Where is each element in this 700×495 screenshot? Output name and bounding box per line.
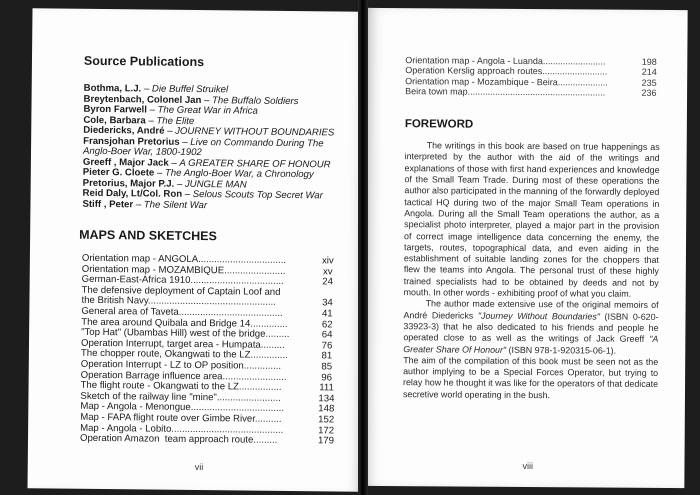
toc-entry-page: xv bbox=[322, 265, 333, 278]
toc-entry-page: 41 bbox=[321, 308, 333, 320]
toc-entry-text: Map - Angola - Menongue................................... bbox=[80, 401, 285, 415]
source-author: Byron Farwell bbox=[83, 103, 147, 116]
toc-entry-page: 24 bbox=[322, 276, 334, 288]
source-separator: – bbox=[154, 167, 165, 179]
source-separator: – bbox=[168, 157, 180, 169]
source-title: A GREATER SHARE OF HONOUR bbox=[179, 157, 331, 170]
source-publications-heading: Source Publications bbox=[83, 53, 205, 70]
maps-list-continued bbox=[405, 55, 660, 98]
p2-text-c: (ISBN 0-620-33923-3) that he also dedicated to his friends and people he operated close to as well as the writings of Jack Greeff bbox=[403, 311, 659, 345]
toc-entry-page: 148 bbox=[318, 403, 335, 415]
toc-entry-text: The flight route - Okangwati to the LZ................ bbox=[80, 379, 282, 394]
source-title: The Buffalo Soldiers bbox=[212, 94, 299, 107]
toc-entry-text: The defensive deployment of Captain Loof and bbox=[81, 284, 281, 298]
source-author: Pretorius, Major P.J. bbox=[82, 177, 175, 190]
p2-title-greater-share: "A Greater Share Of Honour" bbox=[403, 334, 659, 355]
toc-entry-text: General area of Taveta....................................... bbox=[81, 305, 283, 319]
foreword-paragraph-1: The writings in this book are based on true happenings as interpreted by the author with the aid of the writings and explanations of those with first hand experiences and knowledge of the Small Team Trade. During most of these operations the author also participated in the manning of the forwardly deployed tactical HQ during two of the major Small Team operations in Angola. During all the Small Team operations the author, as a specialist photo interpreter, played a major part in the provision of correct image intelligence data concerning the enemy, the targets, routes, topographical data, and even aiding in the establishment of suitable landing zones for the choppers that flew the teams into Angola. The personal trust of these highly trained specialists had to be obtained by deeds and not by mouth. In other words - exhibiting proof of what you claim. bbox=[403, 140, 660, 299]
toc-entry-text: The chopper route, Okangwati to the LZ.............. bbox=[80, 348, 288, 362]
source-title: Selous Scouts Top Secret War bbox=[192, 188, 323, 202]
p2-text-e: (ISBN 978-1-920315-06-1). bbox=[506, 344, 617, 356]
maps-list bbox=[80, 254, 342, 447]
toc-entry-text: "Top Hat" (Ubambas Hill) west of the bridge......... bbox=[81, 326, 290, 341]
right-page bbox=[362, 8, 687, 488]
source-author: Bothma, L.J. bbox=[83, 82, 142, 95]
toc-entry-page: 198 bbox=[641, 56, 657, 67]
toc-entry-text: Beira town map....................................................... bbox=[405, 86, 606, 98]
toc-entry-page: 179 bbox=[317, 435, 335, 447]
source-separator: – bbox=[164, 125, 176, 137]
left-page bbox=[27, 8, 365, 491]
toc-entry-page: 62 bbox=[321, 318, 333, 330]
p2-title-journey: "Journey Without Boundaries" bbox=[477, 310, 600, 322]
source-title: JOURNEY WITHOUT BOUNDARIES bbox=[175, 125, 335, 139]
source-title: The Great War in Africa bbox=[157, 104, 258, 117]
toc-entry-page: 134 bbox=[318, 393, 335, 405]
toc-entry-page: 152 bbox=[318, 414, 335, 426]
toc-entry-page: 235 bbox=[641, 77, 657, 88]
source-separator: – bbox=[146, 104, 158, 116]
toc-entry-text: Operation Amazon team approach route......... bbox=[79, 432, 278, 446]
source-author: Reid Daly, Lt/Col. Ron bbox=[82, 187, 183, 200]
toc-entry-text: Operation Interrupt, target area - Humpata......... bbox=[80, 337, 285, 351]
toc-entry-text: Operation Barrage influence area........................ bbox=[80, 369, 287, 383]
page-number-right: viii bbox=[522, 460, 534, 472]
toc-entry-text: Orientation map - Angola - Luanda......................... bbox=[405, 55, 606, 67]
source-separator: – bbox=[174, 178, 185, 190]
toc-entry-page: 34 bbox=[322, 297, 333, 309]
toc-entry-text: the British Navy................................................ bbox=[81, 295, 276, 309]
source-author: Stiff , Peter bbox=[82, 198, 134, 210]
toc-row bbox=[405, 86, 660, 98]
toc-entry-text: Operation Interrupt - LZ to OP position.............. bbox=[80, 358, 282, 372]
book-gutter bbox=[358, 0, 368, 495]
toc-entry-page: 214 bbox=[641, 67, 657, 78]
toc-entry-page: 111 bbox=[319, 382, 334, 394]
foreword-paragraph-3: The aim of the compilation of this book must be seen not as the author implying to be a Special Forces Operator, but trying to relay how he thought it was like for the operators of that dedicate secretive world operating in the bush. bbox=[402, 354, 659, 400]
toc-entry-page: 172 bbox=[318, 424, 335, 436]
source-separator: – bbox=[201, 94, 213, 106]
source-title: The Silent War bbox=[143, 198, 208, 211]
foreword-heading: FOREWORD bbox=[404, 118, 474, 131]
toc-entry-text: Map - FAPA flight route over Gimbe River.......... bbox=[80, 411, 282, 425]
source-separator: – bbox=[141, 83, 152, 95]
p2-text-a: The author made extensive use of the original memoirs of André Diedericks bbox=[403, 298, 659, 321]
source-separator: – bbox=[179, 136, 191, 148]
toc-entry-page: 96 bbox=[321, 371, 333, 383]
source-title: The Anglo-Boer War, a Chronology bbox=[164, 167, 314, 181]
source-separator: – bbox=[133, 198, 144, 210]
source-separator: – bbox=[182, 188, 193, 200]
source-title: Die Buffel Struikel bbox=[151, 83, 229, 96]
source-author: Breytenbach, Colonel Jan bbox=[83, 93, 202, 106]
toc-entry-text: Map - Angola - Lobito.......................................... bbox=[80, 422, 284, 436]
source-author: Pieter G. Cloete bbox=[82, 166, 155, 179]
toc-entry-text: Orientation map - MOZAMBIQUE....................... bbox=[81, 263, 286, 277]
foreword-paragraph-2 bbox=[403, 298, 658, 356]
toc-entry-text: The area around Quibala and Bridge 14.............. bbox=[81, 316, 288, 330]
toc-entry-page: 76 bbox=[321, 340, 333, 352]
toc-entry-page: 85 bbox=[321, 361, 333, 373]
source-list bbox=[82, 84, 343, 213]
toc-entry-text: Sketch of the railway line "mine"........................ bbox=[80, 390, 281, 404]
source-author: Greeff , Major Jack bbox=[82, 156, 169, 169]
source-author: Diedericks, André bbox=[83, 124, 165, 137]
source-title: Live on Commando During The Anglo-Boer War, 1800-1902 bbox=[82, 136, 324, 159]
toc-entry-page: xiv bbox=[321, 255, 334, 267]
source-author: Cole, Barbara bbox=[83, 114, 146, 126]
page-number-left: vii bbox=[194, 461, 204, 473]
toc-row bbox=[80, 434, 340, 447]
toc-entry-page: 236 bbox=[641, 87, 657, 98]
toc-entry-text: German-East-Africa 1910................................... bbox=[81, 273, 284, 288]
source-title: JUNGLE MAN bbox=[184, 178, 247, 191]
source-author: Fransjohan Pretorius bbox=[83, 135, 180, 148]
source-separator: – bbox=[145, 114, 157, 127]
toc-entry-text: Operation Kerslig approach routes.......................... bbox=[405, 65, 608, 77]
toc-entry-text: Orientation map - Mozambique - Beira.................... bbox=[405, 75, 608, 88]
toc-entry-text: Orientation map - ANGOLA................................. bbox=[81, 252, 287, 266]
source-title: The Elite bbox=[156, 115, 195, 127]
toc-entry-page: 64 bbox=[321, 329, 333, 341]
toc-entry-page: 81 bbox=[321, 350, 333, 362]
maps-and-sketches-heading: MAPS AND SKETCHES bbox=[79, 227, 217, 244]
